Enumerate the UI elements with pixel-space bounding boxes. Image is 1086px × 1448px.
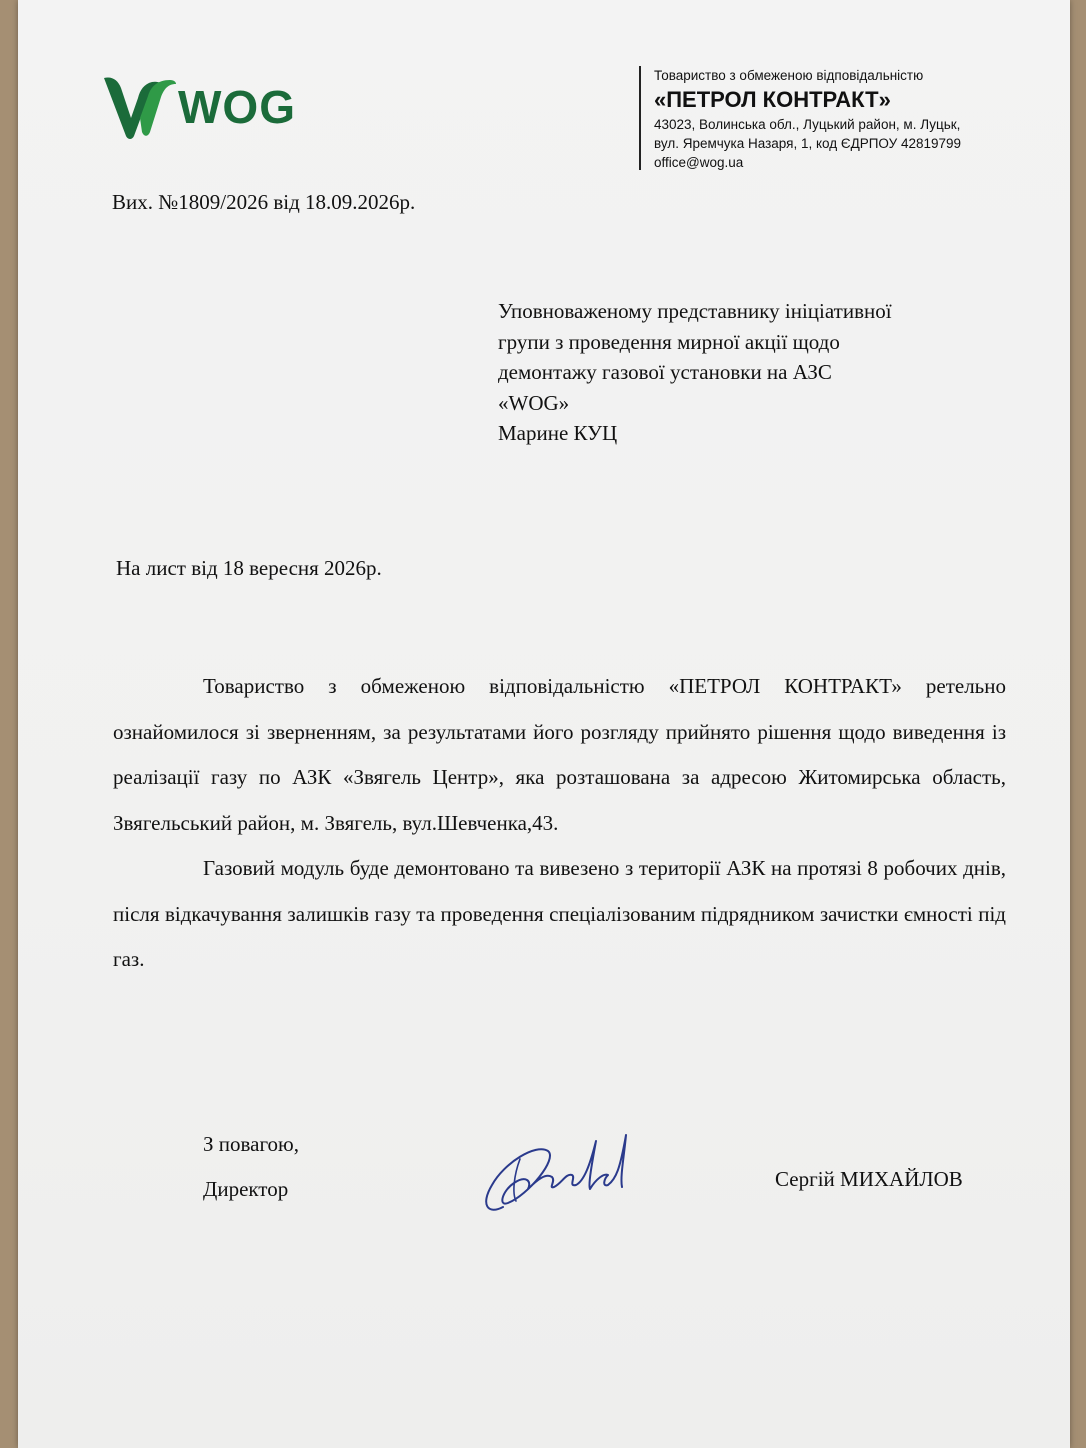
letterhead-divider	[639, 66, 641, 170]
addressee-line: «WOG»	[498, 390, 570, 415]
company-email: office@wog.ua	[654, 155, 744, 170]
handwritten-signature-icon	[468, 1115, 643, 1225]
company-type: Товариство з обмеженою відповідальністю	[654, 68, 924, 83]
reference-line: На лист від 18 вересня 2026р.	[116, 556, 382, 580]
addressee-block	[498, 296, 892, 449]
signer-name: Сергій МИХАЙЛОВ	[775, 1167, 963, 1191]
wog-logo-mark-icon	[104, 74, 176, 140]
company-block	[654, 66, 961, 172]
company-address-line2: вул. Яремчука Назаря, 1, код ЄДРПОУ 42819799	[654, 136, 962, 151]
closing-regards: З повагою,	[203, 1132, 299, 1156]
closing-block	[203, 1122, 299, 1212]
addressee-line: групи з проведення мирної акції щодо	[498, 329, 840, 354]
outgoing-number: Вих. №1809/2026 від 18.09.2026р.	[112, 190, 416, 214]
company-address-line1: 43023, Волинська обл., Луцький район, м. Луцьк,	[654, 117, 961, 132]
addressee-line: Уповноваженому представнику ініціативної	[498, 299, 892, 323]
logo-wordmark: WOG	[178, 81, 296, 133]
addressee-line: демонтажу газової установки на АЗС	[498, 360, 832, 384]
letter-body	[113, 664, 1006, 983]
body-paragraph-2: Газовий модуль буде демонтовано та вивезено з території АЗК на протязі 8 робочих днів, після відкачування залишків газу та проведення спеціалізованим підрядником зачистки ємності під газ.	[113, 856, 1006, 971]
company-name: «ПЕТРОЛ КОНТРАКТ»	[654, 87, 891, 112]
letter-sheet	[18, 0, 1070, 1448]
body-paragraph-1: Товариство з обмеженою відповідальністю «ПЕТРОЛ КОНТРАКТ» ретельно ознайомилося зі зверненням, за результатами його розгляду прийнято рішення щодо виведення із реалізації газу по АЗК «Звягель Центр», яка розташована за адресою Житомирська область, Звягельський район, м. Звягель, вул.Шевченка,43.	[113, 674, 1006, 835]
addressee-line: Марине КУЦ	[498, 421, 618, 445]
wog-logo	[104, 74, 344, 144]
closing-position: Директор	[203, 1177, 289, 1201]
